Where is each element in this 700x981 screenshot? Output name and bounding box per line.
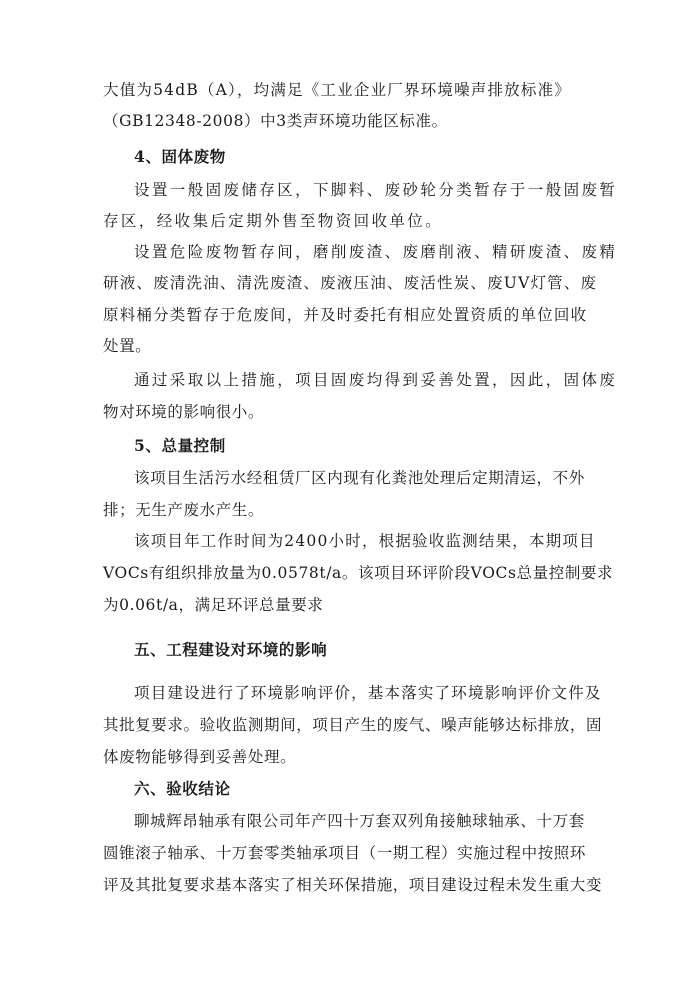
paragraph-line: 存区，经收集后定期外售至物资回收单位。 <box>103 212 444 230</box>
paragraph-line: 体废物能够得到妥善处理。 <box>103 748 297 766</box>
paragraph-line: 设置危险废物暂存间，磨削废渣、废磨削液、精研废渣、废精 <box>134 243 618 261</box>
paragraph-line: 大值为54dB（A），均满足《工业企业厂界环境噪声排放标准》 <box>103 81 571 99</box>
section-heading: 五、工程建设对环境的影响 <box>134 640 328 659</box>
paragraph-line: VOCs有组织排放量为0.0578t/a。该项目环评阶段VOCs总量控制要求 <box>103 564 614 582</box>
paragraph-line: 项目建设进行了环境影响评价，基本落实了环境影响评价文件及 <box>134 684 602 702</box>
paragraph-line: 该项目年工作时间为2400小时，根据验收监测结果，本期项目 <box>134 532 596 550</box>
paragraph-line: （GB12348-2008）中3类声环境功能区标准。 <box>103 112 448 130</box>
paragraph-line: 通过采取以上措施，项目固废均得到妥善处置，因此，固体废 <box>134 371 618 389</box>
paragraph-line: 圆锥滚子轴承、十万套零类轴承项目（一期工程）实施过程中按照环 <box>103 844 587 862</box>
paragraph-line: 该项目生活污水经租赁厂区内现有化粪池处理后定期清运，不外 <box>134 469 585 487</box>
section-heading: 4、固体废物 <box>134 147 226 166</box>
paragraph-line: 评及其批复要求基本落实了相关环保措施，项目建设过程未发生重大变 <box>103 876 603 894</box>
paragraph-line: 原料桶分类暂存于危废间，并及时委托有相应处置资质的单位回收 <box>103 306 588 324</box>
paragraph-line: 设置一般固废储存区，下脚料、废砂轮分类暂存于一般固废暂 <box>134 181 618 199</box>
paragraph-line: 排；无生产废水产生。 <box>103 501 265 519</box>
paragraph-line: 为0.06t/a，满足环评总量要求 <box>103 596 324 614</box>
paragraph-line: 其批复要求。验收监测期间，项目产生的废气、噪声能够达标排放，固 <box>103 716 603 734</box>
section-heading: 六、验收结论 <box>134 779 231 798</box>
paragraph-line: 研液、废清洗油、清洗废渣、废液压油、废活性炭、废UV灯管、废 <box>103 274 598 292</box>
paragraph-line: 物对环境的影响很小。 <box>103 403 265 421</box>
paragraph-line: 聊城辉昂轴承有限公司年产四十万套双列角接触球轴承、十万套 <box>134 812 585 830</box>
section-heading: 5、总量控制 <box>134 436 226 455</box>
paragraph-line: 处置。 <box>103 337 152 355</box>
